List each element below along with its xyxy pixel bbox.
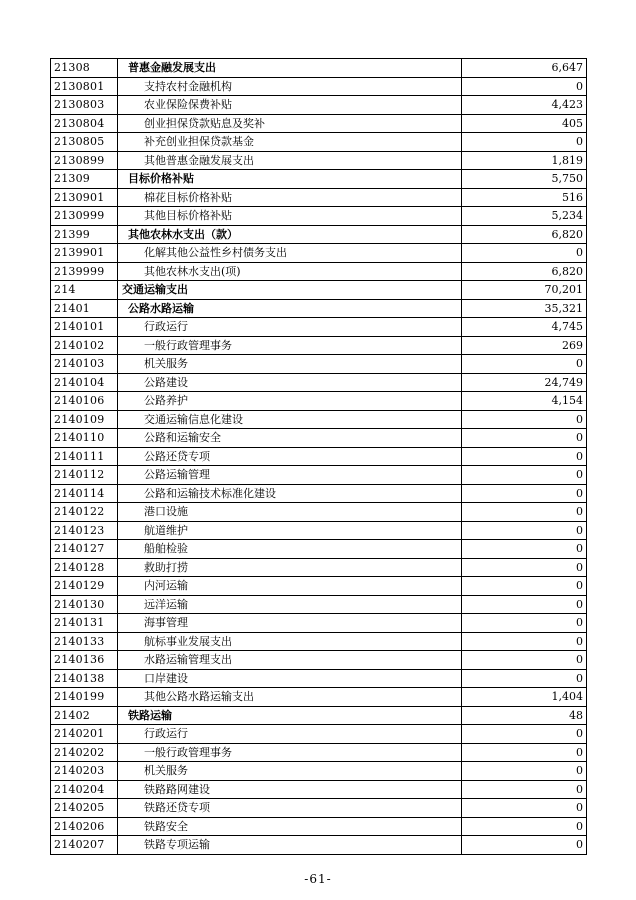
table-row [51, 836, 587, 855]
code-cell: 2140111 [51, 447, 118, 466]
amount-cell: 0 [462, 77, 587, 96]
table-row [51, 484, 587, 503]
name-cell: 其他公路水路运输支出 [118, 688, 462, 707]
amount-cell: 0 [462, 503, 587, 522]
table-row [51, 244, 587, 263]
code-cell: 2140201 [51, 725, 118, 744]
table-row [51, 355, 587, 374]
code-cell: 2140204 [51, 780, 118, 799]
table-row [51, 595, 587, 614]
table-row [51, 614, 587, 633]
amount-cell: 0 [462, 725, 587, 744]
table-row [51, 762, 587, 781]
name-cell: 棉花目标价格补贴 [118, 188, 462, 207]
amount-cell: 0 [462, 762, 587, 781]
table-row [51, 392, 587, 411]
code-cell: 2140103 [51, 355, 118, 374]
amount-cell: 35,321 [462, 299, 587, 318]
amount-cell: 0 [462, 577, 587, 596]
code-cell: 2140127 [51, 540, 118, 559]
code-cell: 2140130 [51, 595, 118, 614]
code-cell: 2140122 [51, 503, 118, 522]
code-cell: 21309 [51, 170, 118, 189]
amount-cell: 405 [462, 114, 587, 133]
code-cell: 2140129 [51, 577, 118, 596]
table-row [51, 503, 587, 522]
name-cell: 机关服务 [118, 355, 462, 374]
amount-cell: 0 [462, 799, 587, 818]
amount-cell: 0 [462, 817, 587, 836]
name-cell: 公路和运输安全 [118, 429, 462, 448]
name-cell: 铁路专项运输 [118, 836, 462, 855]
amount-cell: 0 [462, 669, 587, 688]
name-cell: 内河运输 [118, 577, 462, 596]
name-cell: 铁路路网建设 [118, 780, 462, 799]
amount-cell: 0 [462, 780, 587, 799]
name-cell: 公路运输管理 [118, 466, 462, 485]
name-cell: 机关服务 [118, 762, 462, 781]
code-cell: 2140131 [51, 614, 118, 633]
amount-cell: 4,423 [462, 96, 587, 115]
name-cell: 化解其他公益性乡村债务支出 [118, 244, 462, 263]
table-row [51, 59, 587, 78]
code-cell: 2140202 [51, 743, 118, 762]
name-cell: 行政运行 [118, 318, 462, 337]
amount-cell: 0 [462, 484, 587, 503]
name-cell: 港口设施 [118, 503, 462, 522]
code-cell: 2140136 [51, 651, 118, 670]
table-row [51, 262, 587, 281]
code-cell: 2140207 [51, 836, 118, 855]
name-cell: 船舶检验 [118, 540, 462, 559]
table-row [51, 558, 587, 577]
amount-cell: 5,234 [462, 207, 587, 226]
name-cell: 创业担保贷款贴息及奖补 [118, 114, 462, 133]
name-cell: 公路和运输技术标准化建设 [118, 484, 462, 503]
name-cell: 其他农林水支出（款） [118, 225, 462, 244]
name-cell: 海事管理 [118, 614, 462, 633]
budget-table [50, 58, 587, 855]
amount-cell: 48 [462, 706, 587, 725]
amount-cell: 6,820 [462, 225, 587, 244]
amount-cell: 0 [462, 355, 587, 374]
table-row [51, 133, 587, 152]
table-row [51, 77, 587, 96]
name-cell: 其他目标价格补贴 [118, 207, 462, 226]
table-row [51, 373, 587, 392]
amount-cell: 269 [462, 336, 587, 355]
table-row [51, 170, 587, 189]
amount-cell: 0 [462, 540, 587, 559]
name-cell: 普惠金融发展支出 [118, 59, 462, 78]
table-row [51, 281, 587, 300]
table-row [51, 336, 587, 355]
name-cell: 补充创业担保贷款基金 [118, 133, 462, 152]
code-cell: 21402 [51, 706, 118, 725]
name-cell: 航道维护 [118, 521, 462, 540]
budget-table-body [51, 59, 587, 855]
table-row [51, 521, 587, 540]
code-cell: 2140133 [51, 632, 118, 651]
table-row [51, 114, 587, 133]
name-cell: 铁路安全 [118, 817, 462, 836]
name-cell: 公路建设 [118, 373, 462, 392]
amount-cell: 70,201 [462, 281, 587, 300]
table-row [51, 632, 587, 651]
name-cell: 一般行政管理事务 [118, 336, 462, 355]
amount-cell: 0 [462, 410, 587, 429]
table-row [51, 743, 587, 762]
amount-cell: 6,647 [462, 59, 587, 78]
amount-cell: 1,404 [462, 688, 587, 707]
code-cell: 2140128 [51, 558, 118, 577]
name-cell: 目标价格补贴 [118, 170, 462, 189]
amount-cell: 0 [462, 244, 587, 263]
name-cell: 救助打捞 [118, 558, 462, 577]
amount-cell: 0 [462, 614, 587, 633]
name-cell: 公路水路运输 [118, 299, 462, 318]
code-cell: 21401 [51, 299, 118, 318]
name-cell: 其他农林水支出(项) [118, 262, 462, 281]
amount-cell: 0 [462, 558, 587, 577]
table-row [51, 799, 587, 818]
amount-cell: 0 [462, 651, 587, 670]
amount-cell: 0 [462, 466, 587, 485]
table-row [51, 410, 587, 429]
amount-cell: 0 [462, 429, 587, 448]
amount-cell: 4,745 [462, 318, 587, 337]
name-cell: 支持农村金融机构 [118, 77, 462, 96]
code-cell: 2140203 [51, 762, 118, 781]
code-cell: 2139901 [51, 244, 118, 263]
code-cell: 2140199 [51, 688, 118, 707]
table-row [51, 725, 587, 744]
amount-cell: 24,749 [462, 373, 587, 392]
table-row [51, 225, 587, 244]
code-cell: 2140102 [51, 336, 118, 355]
table-row [51, 207, 587, 226]
table-row [51, 96, 587, 115]
amount-cell: 4,154 [462, 392, 587, 411]
code-cell: 2139999 [51, 262, 118, 281]
table-row [51, 318, 587, 337]
table-row [51, 706, 587, 725]
name-cell: 一般行政管理事务 [118, 743, 462, 762]
code-cell: 2130804 [51, 114, 118, 133]
code-cell: 21308 [51, 59, 118, 78]
code-cell: 2140109 [51, 410, 118, 429]
code-cell: 2140205 [51, 799, 118, 818]
table-row [51, 669, 587, 688]
code-cell: 2140106 [51, 392, 118, 411]
code-cell: 214 [51, 281, 118, 300]
table-row [51, 188, 587, 207]
table-row [51, 688, 587, 707]
amount-cell: 0 [462, 595, 587, 614]
name-cell: 远洋运输 [118, 595, 462, 614]
code-cell: 2130901 [51, 188, 118, 207]
amount-cell: 1,819 [462, 151, 587, 170]
code-cell: 2140110 [51, 429, 118, 448]
amount-cell: 0 [462, 133, 587, 152]
amount-cell: 0 [462, 447, 587, 466]
table-row [51, 429, 587, 448]
amount-cell: 6,820 [462, 262, 587, 281]
table-row [51, 447, 587, 466]
name-cell: 行政运行 [118, 725, 462, 744]
table-row [51, 151, 587, 170]
name-cell: 其他普惠金融发展支出 [118, 151, 462, 170]
name-cell: 交通运输信息化建设 [118, 410, 462, 429]
code-cell: 2130899 [51, 151, 118, 170]
table-row [51, 780, 587, 799]
table-row [51, 817, 587, 836]
code-cell: 2140114 [51, 484, 118, 503]
table-row [51, 577, 587, 596]
name-cell: 铁路还贷专项 [118, 799, 462, 818]
name-cell: 交通运输支出 [118, 281, 462, 300]
amount-cell: 0 [462, 836, 587, 855]
table-row [51, 466, 587, 485]
name-cell: 农业保险保费补贴 [118, 96, 462, 115]
amount-cell: 5,750 [462, 170, 587, 189]
amount-cell: 0 [462, 743, 587, 762]
amount-cell: 0 [462, 521, 587, 540]
code-cell: 2140112 [51, 466, 118, 485]
amount-cell: 0 [462, 632, 587, 651]
table-row [51, 299, 587, 318]
code-cell: 2130999 [51, 207, 118, 226]
code-cell: 2140123 [51, 521, 118, 540]
code-cell: 2130805 [51, 133, 118, 152]
code-cell: 2130801 [51, 77, 118, 96]
page-number: -61- [304, 872, 332, 886]
name-cell: 公路养护 [118, 392, 462, 411]
amount-cell: 516 [462, 188, 587, 207]
code-cell: 2140104 [51, 373, 118, 392]
code-cell: 2140138 [51, 669, 118, 688]
code-cell: 2130803 [51, 96, 118, 115]
name-cell: 铁路运输 [118, 706, 462, 725]
name-cell: 水路运输管理支出 [118, 651, 462, 670]
name-cell: 公路还贷专项 [118, 447, 462, 466]
code-cell: 2140206 [51, 817, 118, 836]
table-row [51, 540, 587, 559]
code-cell: 21399 [51, 225, 118, 244]
name-cell: 航标事业发展支出 [118, 632, 462, 651]
code-cell: 2140101 [51, 318, 118, 337]
name-cell: 口岸建设 [118, 669, 462, 688]
table-row [51, 651, 587, 670]
